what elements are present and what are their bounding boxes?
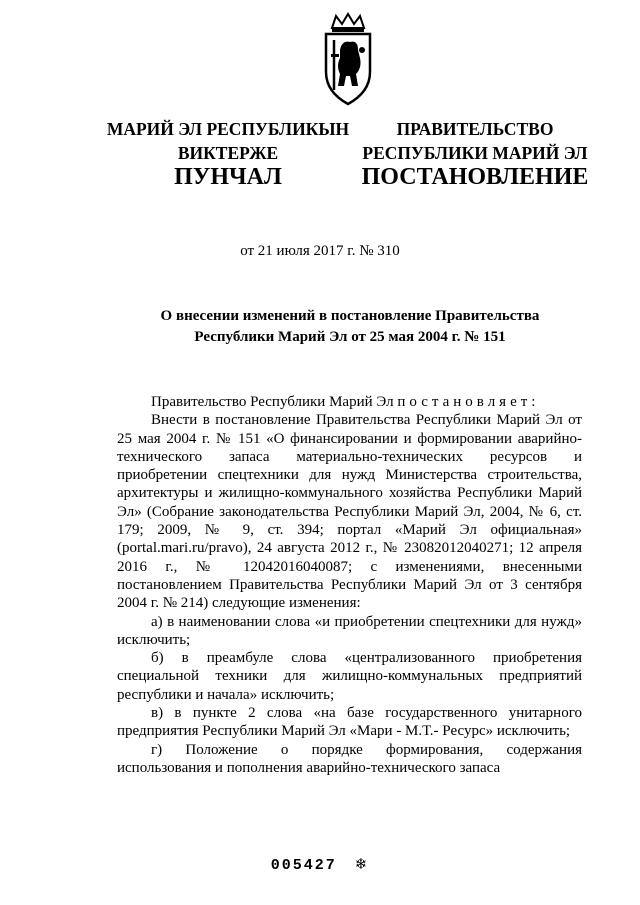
- body-paragraph-5: г) Положение о порядке формирования, содержания использования и пополнения аварийно-технического запаса: [117, 741, 582, 776]
- coat-of-arms-emblem: [318, 10, 378, 110]
- header-right: [360, 117, 590, 165]
- intro-prefix: Правительство Республики Марий Эл: [151, 394, 398, 410]
- intro-spaced-word: постановляет:: [397, 394, 540, 410]
- doc-type-russian: ПОСТАНОВЛЕНИЕ: [361, 164, 589, 190]
- header-left-line1: МАРИЙ ЭЛ РЕСПУБЛИКЫН: [106, 119, 350, 139]
- header-right-line2: РЕСПУБЛИКИ МАРИЙ ЭЛ: [362, 143, 588, 163]
- header-right-line1: ПРАВИТЕЛЬСТВО: [396, 119, 554, 139]
- document-body: [117, 393, 582, 777]
- snowflake-mark-icon: ❄: [354, 855, 370, 873]
- doc-type-mari: ПУНЧАЛ: [174, 164, 282, 190]
- serial-number: 005427: [270, 857, 337, 874]
- header-left: [98, 117, 358, 165]
- document-title: О внесении изменений в постановление Правительства Республики Марий Эл от 25 мая 2004 г. № 151: [160, 308, 540, 345]
- header-left-line2: ВИКТЕРЖЕ: [177, 143, 279, 163]
- body-paragraph-2: а) в наименовании слова «и приобретении спецтехники для нужд» исключить;: [117, 613, 582, 648]
- body-paragraph-3: б) в преамбуле слова «централизованного приобретения специальной техники для жилищно-коммунальных предприятий республики и начала» исключить;: [117, 650, 582, 703]
- intro-paragraph: [117, 393, 582, 411]
- footer-serial: [0, 855, 640, 874]
- date-number-line: от 21 июля 2017 г. № 310: [240, 243, 400, 259]
- body-paragraph-4: в) в пункте 2 слова «на базе государственного унитарного предприятия Республики Марий Эл «Мари - М.Т.- Ресурс» исключить;: [117, 705, 582, 740]
- body-paragraph-1: Внести в постановление Правительства Республики Марий Эл от 25 мая 2004 г. № 151 «О финансировании и формировании аварийно-технического запаса материально-технических ресурсов и приобретении спецтехники для нужд Министерства строительства, архитектуры и жилищно-коммунального хозяйства Республики Марий Эл» (Собрание законодательства Республики Марий Эл, 2004, № 6, ст. 179; 2009, № 9, ст. 394; портал «Марий Эл официальная» (portal.mari.ru/pravo), 24 августа 2012 г., № 23082012040271; 12 апреля 2016 г., № 12042016040087; с изменениями, внесенными постановлением Правительства Республики Марий Эл от 3 сентября 2004 г. № 214) следующие изменения:: [117, 412, 582, 612]
